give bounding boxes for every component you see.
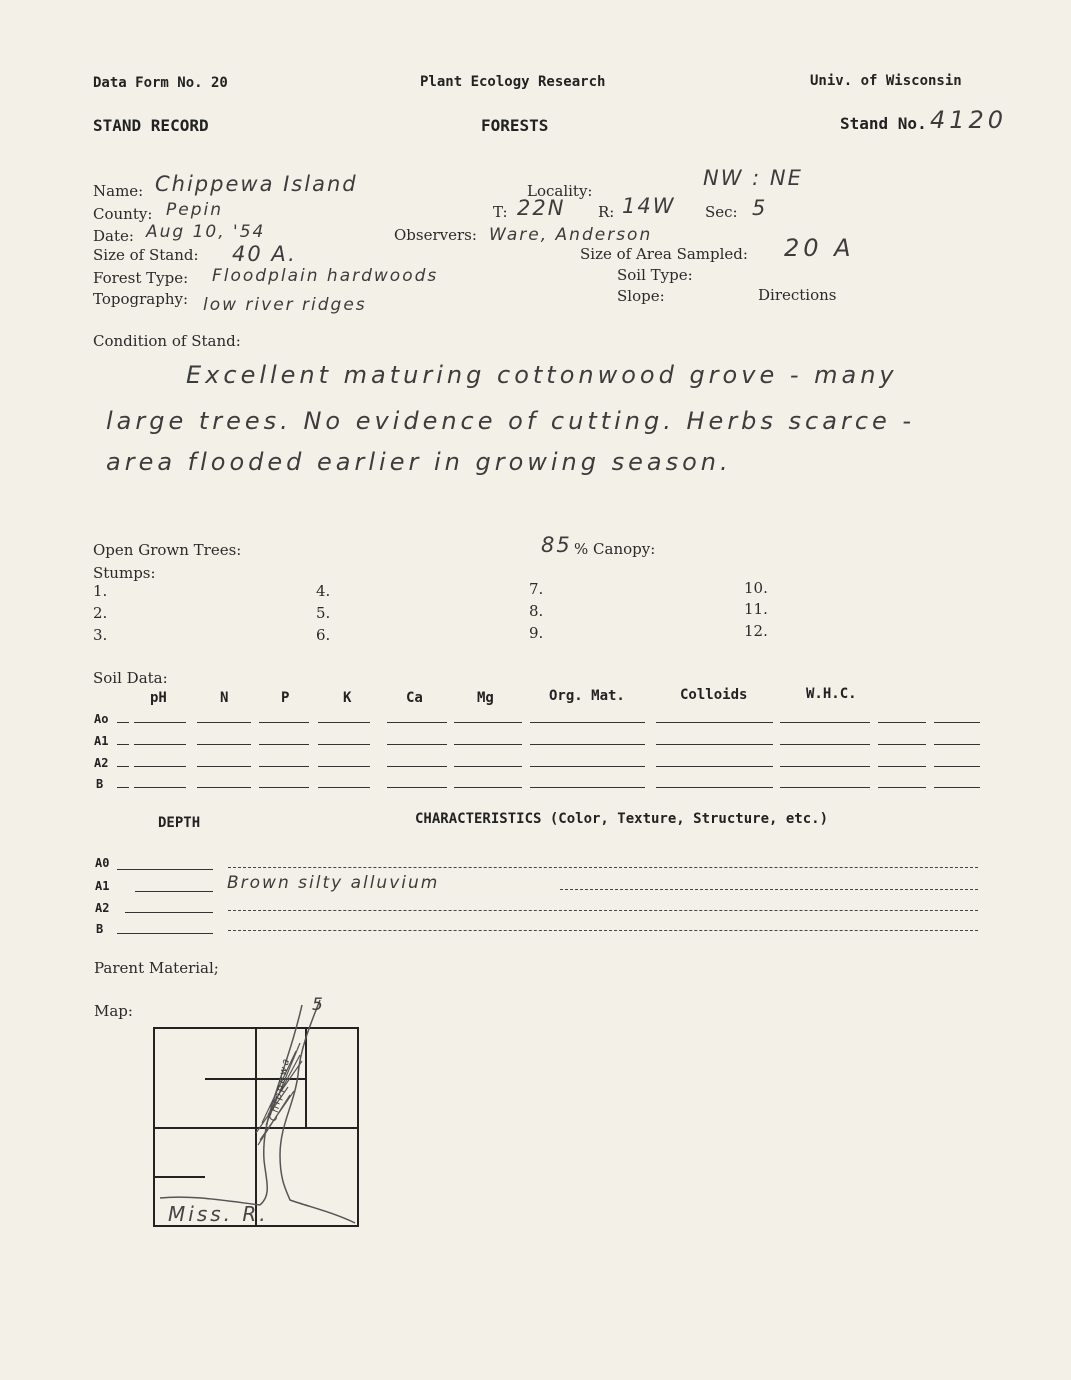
township-value: 22N bbox=[517, 196, 566, 220]
soil-cell-line bbox=[454, 766, 522, 767]
depth-row-label: A1 bbox=[95, 879, 110, 893]
depth-row-label: A2 bbox=[95, 901, 110, 915]
soil-col-header: Ca bbox=[406, 690, 423, 706]
forest-type-value: Floodplain hardwoods bbox=[212, 266, 439, 286]
stump-number: 8. bbox=[529, 602, 544, 620]
soil-cell-line bbox=[134, 722, 186, 723]
canopy-value: 85 bbox=[541, 533, 572, 557]
soil-row-label: Ao bbox=[94, 712, 109, 726]
soil-col-header: Colloids bbox=[680, 687, 748, 703]
soil-col-header: P bbox=[281, 690, 290, 706]
soil-cell-line bbox=[387, 787, 447, 788]
soil-cell-line bbox=[780, 744, 870, 745]
slope-label: Slope: bbox=[617, 287, 665, 305]
soil-cell-line bbox=[780, 787, 870, 788]
soil-cell-line bbox=[387, 744, 447, 745]
condition-line-1: Excellent maturing cottonwood grove - many bbox=[186, 361, 898, 389]
soil-cell-line bbox=[259, 722, 309, 723]
range-label: R: bbox=[598, 203, 615, 221]
soil-cell-line bbox=[530, 722, 645, 723]
soil-col-header: K bbox=[343, 690, 352, 706]
soil-cell-line bbox=[318, 766, 370, 767]
soil-row-label: A1 bbox=[94, 734, 109, 748]
depth-line bbox=[117, 933, 213, 934]
soil-cell-line bbox=[134, 766, 186, 767]
county-value: Pepin bbox=[166, 200, 223, 220]
parent-material-label: Parent Material; bbox=[94, 959, 219, 977]
depth-line bbox=[125, 912, 213, 913]
soil-row-lead bbox=[117, 722, 129, 723]
observers-label: Observers: bbox=[394, 226, 477, 244]
soil-cell-line bbox=[656, 744, 773, 745]
forest-type-label: Forest Type: bbox=[93, 269, 189, 287]
organization: Plant Ecology Research bbox=[420, 74, 606, 90]
soil-col-header: N bbox=[220, 690, 229, 706]
condition-line-3: area flooded earlier in growing season. bbox=[106, 448, 732, 476]
topography-value: low river ridges bbox=[203, 295, 367, 315]
soil-cell-line bbox=[780, 766, 870, 767]
map-label: Map: bbox=[94, 1002, 133, 1020]
soil-cell-line bbox=[197, 722, 251, 723]
stump-number: 9. bbox=[529, 624, 544, 642]
map-island-label: Chippewa bbox=[268, 1056, 293, 1123]
condition-line-2: large trees. No evidence of cutting. Herbs scarce - bbox=[106, 407, 916, 435]
township-label: T: bbox=[493, 203, 508, 221]
soil-col-header: pH bbox=[150, 690, 167, 706]
area-sampled-value: 20 A bbox=[784, 234, 855, 262]
soil-cell-line bbox=[197, 787, 251, 788]
topography-label: Topography: bbox=[93, 290, 189, 308]
depth-row-label: B bbox=[96, 922, 104, 936]
date-value: Aug 10, '54 bbox=[146, 222, 266, 242]
soil-cell-line bbox=[134, 744, 186, 745]
section-value: 5 bbox=[752, 196, 768, 220]
open-grown-label: Open Grown Trees: bbox=[93, 541, 242, 559]
soil-cell-line bbox=[656, 766, 773, 767]
soil-row-lead bbox=[117, 787, 129, 788]
map-river-sketch bbox=[150, 995, 370, 1235]
stump-number: 4. bbox=[316, 582, 331, 600]
stand-number-label: Stand No. bbox=[840, 114, 927, 133]
range-value: 14W bbox=[622, 194, 676, 218]
area-sampled-label: Size of Area Sampled: bbox=[580, 245, 748, 263]
depth-row-label: A0 bbox=[95, 856, 110, 870]
stump-number: 1. bbox=[93, 582, 108, 600]
locality-label: Locality: bbox=[527, 182, 593, 200]
soil-cell-line bbox=[934, 787, 980, 788]
soil-cell-line bbox=[134, 787, 186, 788]
soil-cell-line bbox=[878, 722, 926, 723]
stump-number: 12. bbox=[744, 622, 768, 640]
soil-cell-line bbox=[530, 787, 645, 788]
depth-line bbox=[135, 891, 213, 892]
record-title: STAND RECORD bbox=[93, 116, 209, 135]
form-number: Data Form No. 20 bbox=[93, 75, 228, 91]
stump-number: 3. bbox=[93, 626, 108, 644]
soil-data-label: Soil Data: bbox=[93, 669, 168, 687]
soil-cell-line bbox=[387, 766, 447, 767]
soil-cell-line bbox=[878, 787, 926, 788]
a1-characteristics-value: Brown silty alluvium bbox=[227, 873, 440, 893]
name-value: Chippewa Island bbox=[155, 172, 358, 196]
characteristics-line bbox=[228, 910, 978, 911]
stump-number: 7. bbox=[529, 580, 544, 598]
stump-number: 2. bbox=[93, 604, 108, 622]
characteristics-line bbox=[228, 867, 978, 868]
soil-row-label: A2 bbox=[94, 756, 109, 770]
soil-cell-line bbox=[780, 722, 870, 723]
soil-cell-line bbox=[387, 722, 447, 723]
locality-value: NW : NE bbox=[703, 166, 803, 190]
soil-cell-line bbox=[197, 744, 251, 745]
map-river-label: Miss. R. bbox=[168, 1202, 269, 1226]
size-label: Size of Stand: bbox=[93, 246, 199, 264]
section-label: Sec: bbox=[705, 203, 738, 221]
soil-cell-line bbox=[530, 744, 645, 745]
soil-cell-line bbox=[259, 766, 309, 767]
directions-label: Directions bbox=[758, 286, 837, 304]
name-label: Name: bbox=[93, 182, 144, 200]
size-value: 40 A. bbox=[232, 242, 297, 266]
soil-cell-line bbox=[318, 744, 370, 745]
soil-cell-line bbox=[934, 766, 980, 767]
soil-cell-line bbox=[878, 744, 926, 745]
date-label: Date: bbox=[93, 227, 134, 245]
observers-value: Ware, Anderson bbox=[489, 225, 653, 245]
soil-col-header: Org. Mat. bbox=[549, 688, 625, 704]
soil-cell-line bbox=[318, 722, 370, 723]
soil-cell-line bbox=[197, 766, 251, 767]
soil-cell-line bbox=[259, 787, 309, 788]
stand-number-value: 4120 bbox=[930, 106, 1008, 134]
characteristics-line bbox=[228, 930, 978, 931]
soil-cell-line bbox=[934, 722, 980, 723]
county-label: County: bbox=[93, 205, 153, 223]
stump-number: 6. bbox=[316, 626, 331, 644]
characteristics-label: CHARACTERISTICS (Color, Texture, Structure, etc.) bbox=[415, 811, 829, 827]
university: Univ. of Wisconsin bbox=[810, 73, 962, 89]
soil-cell-line bbox=[878, 766, 926, 767]
map-section-number: 5 bbox=[312, 995, 325, 1015]
soil-cell-line bbox=[454, 787, 522, 788]
soil-col-header: W.H.C. bbox=[806, 686, 857, 702]
soil-cell-line bbox=[934, 744, 980, 745]
depth-label: DEPTH bbox=[158, 815, 201, 831]
soil-cell-line bbox=[530, 766, 645, 767]
condition-label: Condition of Stand: bbox=[93, 332, 241, 350]
characteristics-line bbox=[560, 889, 978, 890]
soil-cell-line bbox=[656, 787, 773, 788]
soil-col-header: Mg bbox=[477, 690, 494, 706]
stump-number: 11. bbox=[744, 600, 768, 618]
form-type: FORESTS bbox=[481, 116, 549, 135]
stumps-label: Stumps: bbox=[93, 564, 156, 582]
soil-row-lead bbox=[117, 766, 129, 767]
stump-number: 5. bbox=[316, 604, 331, 622]
soil-cell-line bbox=[454, 722, 522, 723]
soil-cell-line bbox=[454, 744, 522, 745]
soil-row-lead bbox=[117, 744, 129, 745]
soil-cell-line bbox=[318, 787, 370, 788]
depth-line bbox=[117, 869, 213, 870]
stump-number: 10. bbox=[744, 579, 768, 597]
soil-cell-line bbox=[259, 744, 309, 745]
soil-row-label: B bbox=[96, 777, 104, 791]
soil-type-label: Soil Type: bbox=[617, 266, 693, 284]
soil-cell-line bbox=[656, 722, 773, 723]
canopy-label: % Canopy: bbox=[574, 540, 656, 558]
